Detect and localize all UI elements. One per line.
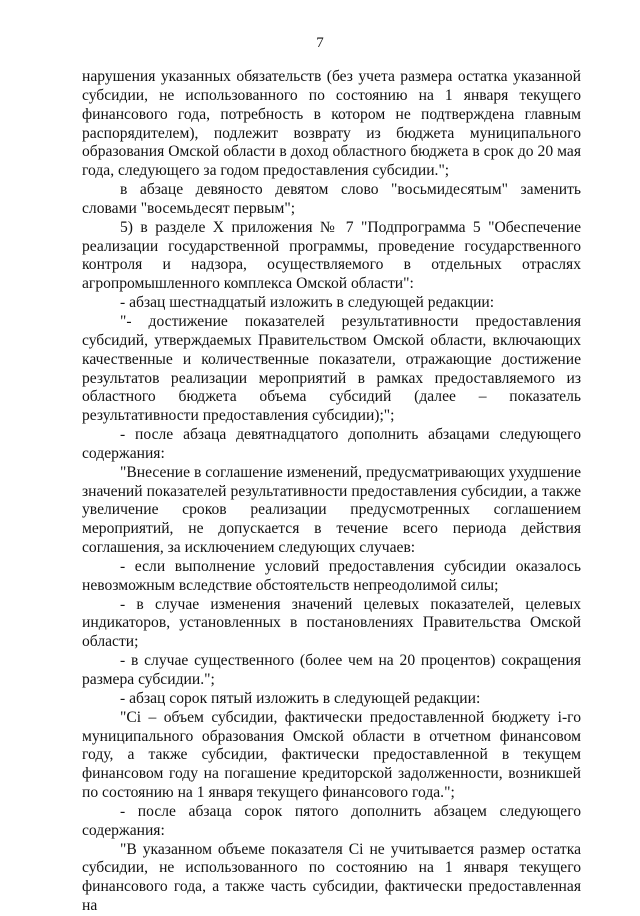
page-number: 7 — [316, 35, 324, 51]
paragraph: - в случае изменения значений целевых показателей, целевых индикаторов, установленных в постановлениях Правительства Омской области; — [82, 595, 581, 651]
paragraph: - абзац шестнадцатый изложить в следующей редакции: — [120, 294, 495, 312]
document-body — [82, 68, 581, 916]
paragraph: в абзаце девяносто девятом слово "восьмидесятым" заменить словами "восемьдесят первым"; — [82, 181, 581, 217]
paragraph: "В указанном объеме показателя Ci не учитывается размер остатка субсидии, не использованного по состоянию на 1 января текущего финансового года, а также часть субсидии, фактически предоставленная на — [82, 840, 581, 915]
paragraph: - после абзаца девятнадцатого дополнить абзацами следующего содержания: — [82, 426, 581, 462]
paragraph: "Внесение в соглашение изменений, предусматривающих ухудшение значений показателей результативности предоставления субсидии, а также увеличение сроков реализации предусмотренных соглашением мероприятий, не допускается в течение всего периода действия соглашения, за исключением следующих случаев: — [82, 463, 581, 557]
paragraph: нарушения указанных обязательств (без учета размера остатка указанной субсидии, не использованного по состоянию на 1 января текущего финансового года, потребность в котором не подтверждена главным распорядителем), подлежит возврату из бюджета муниципального образования Омской области в доход областного бюджета в срок до 20 мая года, следующего за годом предоставления субсидии."; — [82, 68, 581, 180]
paragraph: - если выполнение условий предоставления субсидии оказалось невозможным вследствие обстоятельств непреодолимой силы; — [82, 557, 581, 594]
paragraph: - абзац сорок пятый изложить в следующей редакции: — [120, 689, 481, 707]
paragraph: - после абзаца сорок пятого дополнить абзацем следующего содержания: — [82, 802, 581, 839]
paragraph: "- достижение показателей результативности предоставления субсидий, утверждаемых Правительством Омской области, включающих качественные и количественные показатели, отражающие достижение результатов реализации мероприятий в рамках предоставляемого из областного бюджета объема субсидий (далее – показатель результативности предоставления субсидии);"; — [82, 312, 581, 425]
paragraph: "Ci – объем субсидии, фактически предоставленной бюджету i-го муниципального образования Омской области в отчетном финансовом году, а также субсидии, фактически предоставленной в текущем финансовом году на погашение кредиторской задолженности, возникшей по состоянию на 1 января текущего финансового года."; — [82, 708, 581, 802]
paragraph: - в случае существенного (более чем на 20 процентов) сокращения размера субсидии."; — [82, 652, 581, 688]
paragraph: 5) в разделе X приложения № 7 "Подпрограмма 5 "Обеспечение реализации государственной программы, проведение государственного контроля и надзора, осуществляемого в отдельных отраслях агропромышленного комплекса Омской области": — [82, 218, 581, 293]
